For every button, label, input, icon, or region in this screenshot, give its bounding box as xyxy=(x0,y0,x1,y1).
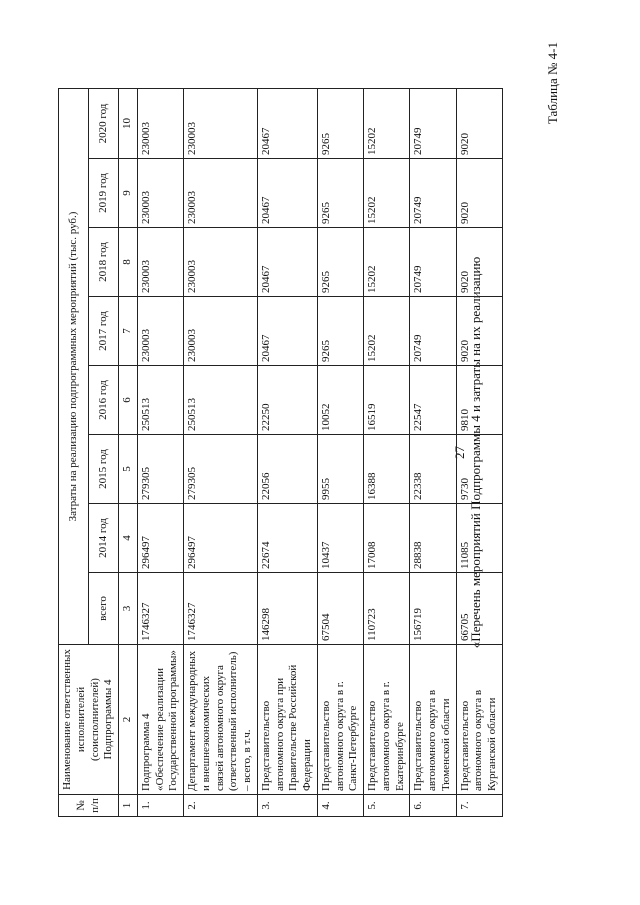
row-year-value: 296497 xyxy=(137,504,183,573)
row-year-value: 20467 xyxy=(257,228,317,297)
column-index: 10 xyxy=(119,88,138,158)
row-executor-name: Департамент международных и внешнеэкономических связей автономного округа (ответственный исполнитель) – всего, в т.ч. xyxy=(184,645,258,795)
row-year-value: 230003 xyxy=(184,228,258,297)
row-year-value: 9955 xyxy=(317,435,363,504)
row-year-value: 296497 xyxy=(184,504,258,573)
table-row xyxy=(317,88,363,816)
row-executor-name: Представительство автономного округа при Правительстве Российской Федерации xyxy=(257,645,317,795)
row-year-value: 9265 xyxy=(317,228,363,297)
row-year-value: 9020 xyxy=(456,88,502,158)
row-year-value: 230003 xyxy=(137,88,183,158)
row-year-value: 22547 xyxy=(410,366,456,435)
row-total-value: 156719 xyxy=(410,573,456,645)
row-year-value: 10052 xyxy=(317,366,363,435)
column-index: 7 xyxy=(119,297,138,366)
row-total-value: 146298 xyxy=(257,573,317,645)
row-year-value: 22250 xyxy=(257,366,317,435)
row-number: 6. xyxy=(410,795,456,817)
table-row xyxy=(456,88,502,816)
row-year-value: 11085 xyxy=(456,504,502,573)
header-year: 2015 год xyxy=(89,435,119,504)
row-year-value: 15202 xyxy=(364,297,410,366)
table-row xyxy=(184,88,258,816)
row-year-value: 22674 xyxy=(257,504,317,573)
row-executor-name: Представительство автономного округа в г. Санкт-Петербурге xyxy=(317,645,363,795)
row-year-value: 22338 xyxy=(410,435,456,504)
row-year-value: 9020 xyxy=(456,228,502,297)
row-year-value: 9810 xyxy=(456,366,502,435)
row-year-value: 230003 xyxy=(137,159,183,228)
header-year: 2019 год xyxy=(89,159,119,228)
row-year-value: 9020 xyxy=(456,297,502,366)
row-executor-name: Подпрограмма 4 «Обеспечение реализации Государственной программы» xyxy=(137,645,183,795)
column-index: 2 xyxy=(119,645,138,795)
header-year: 2020 год xyxy=(89,88,119,158)
table-row xyxy=(137,88,183,816)
row-year-value: 10437 xyxy=(317,504,363,573)
row-year-value: 9020 xyxy=(456,159,502,228)
row-year-value: 230003 xyxy=(137,297,183,366)
column-index: 5 xyxy=(119,435,138,504)
header-year: 2018 год xyxy=(89,228,119,297)
row-year-value: 20467 xyxy=(257,159,317,228)
table-row xyxy=(410,88,456,816)
header-num: № п/п xyxy=(59,795,119,817)
row-year-value: 250513 xyxy=(184,366,258,435)
row-year-value: 20467 xyxy=(257,297,317,366)
row-executor-name: Представительство автономного округа в Курганской области xyxy=(456,645,502,795)
column-index: 3 xyxy=(119,573,138,645)
header-year: 2017 год xyxy=(89,297,119,366)
header-year: 2014 год xyxy=(89,504,119,573)
row-year-value: 230003 xyxy=(137,228,183,297)
row-year-value: 230003 xyxy=(184,159,258,228)
document-title: «Перечень мероприятий Подпрограммы 4 и затраты на их реализацию xyxy=(468,256,483,649)
row-year-value: 20749 xyxy=(410,297,456,366)
row-year-value: 279305 xyxy=(184,435,258,504)
row-number: 2. xyxy=(184,795,258,817)
row-number: 5. xyxy=(364,795,410,817)
row-total-value: 110723 xyxy=(364,573,410,645)
header-name: Наименование ответственных исполнителей (соисполнителей) Подпрограммы 4 xyxy=(59,645,119,795)
row-year-value: 9265 xyxy=(317,159,363,228)
row-year-value: 17008 xyxy=(364,504,410,573)
row-total-value: 1746327 xyxy=(184,573,258,645)
row-number: 7. xyxy=(456,795,502,817)
row-year-value: 15202 xyxy=(364,88,410,158)
column-index: 6 xyxy=(119,366,138,435)
page-number: 27 xyxy=(452,446,467,459)
row-total-value: 67504 xyxy=(317,573,363,645)
costs-table xyxy=(58,88,503,817)
row-total-value: 66705 xyxy=(456,573,502,645)
row-number: 1. xyxy=(137,795,183,817)
table-row xyxy=(364,88,410,816)
table-label: Таблица № 4-1 xyxy=(545,42,560,125)
header-total: всего xyxy=(89,573,119,645)
row-year-value: 9730 xyxy=(456,435,502,504)
header-year: 2016 год xyxy=(89,366,119,435)
column-index: 4 xyxy=(119,504,138,573)
row-year-value: 230003 xyxy=(184,88,258,158)
row-year-value: 9265 xyxy=(317,297,363,366)
row-year-value: 15202 xyxy=(364,159,410,228)
row-year-value: 230003 xyxy=(184,297,258,366)
row-year-value: 16388 xyxy=(364,435,410,504)
row-year-value: 20749 xyxy=(410,88,456,158)
row-number: 4. xyxy=(317,795,363,817)
row-year-value: 28838 xyxy=(410,504,456,573)
row-year-value: 279305 xyxy=(137,435,183,504)
row-total-value: 1746327 xyxy=(137,573,183,645)
row-year-value: 20467 xyxy=(257,88,317,158)
column-index: 8 xyxy=(119,228,138,297)
column-index: 1 xyxy=(119,795,138,817)
row-executor-name: Представительство автономного округа в г. Екатеринбурге xyxy=(364,645,410,795)
row-executor-name: Представительство автономного округа в Тюменской области xyxy=(410,645,456,795)
column-index-row xyxy=(119,88,138,816)
header-row-1 xyxy=(59,88,89,816)
row-year-value: 20749 xyxy=(410,159,456,228)
row-year-value: 20749 xyxy=(410,228,456,297)
row-year-value: 16519 xyxy=(364,366,410,435)
column-index: 9 xyxy=(119,159,138,228)
row-year-value: 250513 xyxy=(137,366,183,435)
header-costs-group: Затраты на реализацию подпрограммных мероприятий (тыс. руб.) xyxy=(59,88,89,644)
row-year-value: 15202 xyxy=(364,228,410,297)
row-year-value: 22056 xyxy=(257,435,317,504)
row-year-value: 9265 xyxy=(317,88,363,158)
table-row xyxy=(257,88,317,816)
row-number: 3. xyxy=(257,795,317,817)
